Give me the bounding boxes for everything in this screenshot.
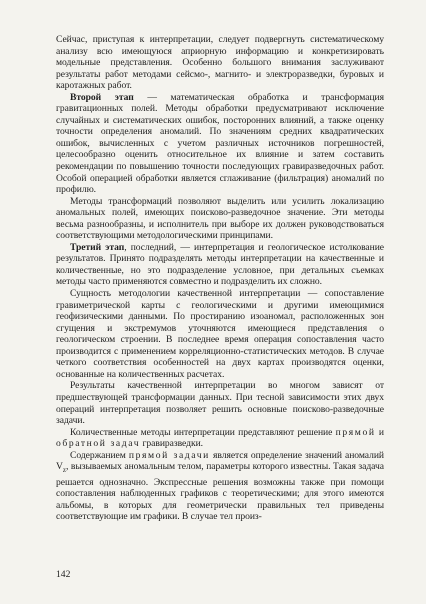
- page-number: 142: [56, 569, 71, 580]
- paragraph: [56, 34, 384, 92]
- paragraph: [56, 196, 384, 242]
- paragraph: [56, 242, 384, 288]
- text-run: Содержанием: [70, 449, 129, 461]
- text-bold: Третий этап: [70, 241, 125, 253]
- text-run: Количественные методы интерпретации представляют решение: [70, 426, 336, 438]
- text-run: Сущность методологии качественной интерпретации — сопоставление гравиметрической карты с геологическими и другими имеющимися геофизическими данными. По простиранию изоаномал, расположенных зон сгущения и экстремумов уточняются имеющиеся представления о геологическом строении. В последнее время операция сопоставления часто производится с применением корреляционно-статистических методов. В случае четкого соответствия особенностей на двух картах производятся оценки, основанные на количественных расчетах.: [56, 288, 384, 380]
- text-run: и: [375, 426, 384, 438]
- text-run: Методы трансформаций позволяют выделить или усилить локализацию аномальных полей, имеющих поисково-разведочное значение. Эти методы весьма разнообразны, и исполнитель при выборе их должен руководствоваться соответствующими методологическими принципами.: [56, 195, 384, 242]
- text-spaced: прямой задачи: [128, 449, 210, 461]
- text-spaced: обратной задач: [56, 438, 141, 450]
- text-run: , вызываемых аномальным телом, параметры которого известны. Такая задача решается однозначно. Экспрессные решения возможны также при помощи сопоставления наблюденных графиков с теоретическими; для этого имеются альбомы, в которых для геометрически правильных тел приведены соответствующие им графики. В случае тел произ-: [56, 461, 384, 523]
- text-bold: Второй этап: [70, 91, 134, 103]
- paragraph: [56, 92, 384, 196]
- text-spaced: прямой: [335, 426, 376, 438]
- text-run: — математическая обработка и трансформация гравитационных полей. Методы обработки предусматривают исключение случайных и систематических ошибок, посторонних влияний, а также оценку точности определения аномалий. По значениям средних квадратических ошибок, вычисленных с учетом различных источников погрешностей, целесообразно оценить относительное их влияние и затем составить рекомендации по повышению точности последующих гравиразведочных работ. Особой операцией обработки является сглаживание (фильтрация) аномалий по профилю.: [56, 91, 384, 196]
- paragraph: [56, 427, 384, 450]
- text-run: Результаты качественной интерпретации во многом зависят от предшествующей трансформации данных. При тесной зависимости этих двух операций интерпретация позволяет решить основные поисково-разведочные задачи.: [56, 380, 384, 427]
- paragraph: [56, 450, 384, 523]
- paragraph: [56, 380, 384, 426]
- text-sub: z: [62, 466, 66, 475]
- paragraph: [56, 288, 384, 380]
- text-run: гравиразведки.: [140, 438, 203, 450]
- text-run: , последний, — интерпретация и геологическое истолкование результатов. Принято подразделять методы интерпретации на качественные и количественные, но это подразделение условное, при детальных съемках методы часто применяются совместно и подразделить их сложно.: [56, 241, 385, 288]
- body-text: [56, 34, 384, 523]
- text-run: Сейчас, приступая к интерпретации, следует подвергнуть систематическому анализу всю имеющуюся априорную информацию и конкретизировать модельные представления. Особенно большого внимания заслуживают результаты работ методами сейсмо-, магнито- и электроразведки, буровых и каротажных работ.: [56, 34, 384, 92]
- text-run: является определение значений аномалий V: [56, 449, 385, 473]
